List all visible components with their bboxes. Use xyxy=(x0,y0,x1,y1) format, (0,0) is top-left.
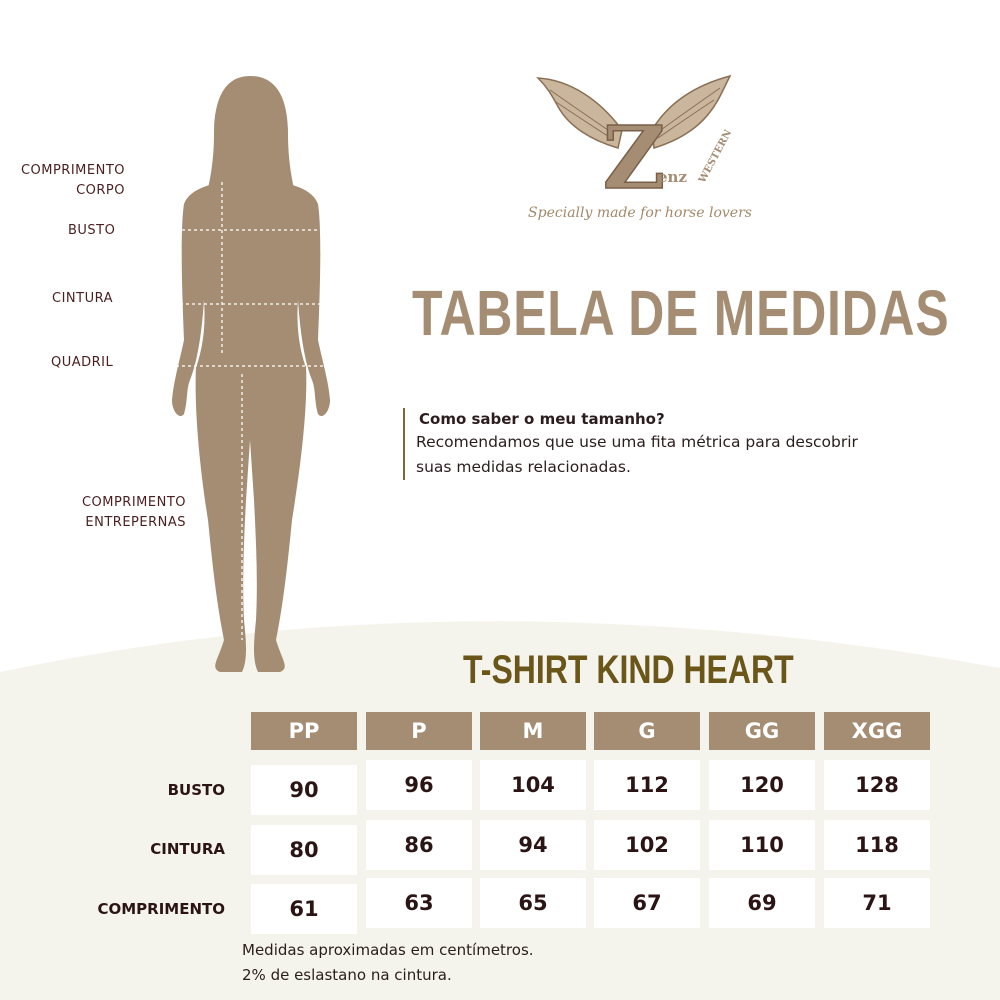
howto-question: Como saber o meu tamanho? xyxy=(419,410,665,428)
label-cintura: CINTURA xyxy=(52,291,113,306)
label-entrepernas-line2: ENTREPERNAS xyxy=(85,515,186,530)
row-label-cintura: CINTURA xyxy=(150,840,225,858)
size-header-g: G xyxy=(594,712,700,750)
table-cell: 86 xyxy=(366,820,472,870)
size-header-gg: GG xyxy=(709,712,815,750)
size-header-pp: PP xyxy=(251,712,357,750)
size-header-xgg: XGG xyxy=(824,712,930,750)
logo-letter: Z xyxy=(602,108,666,209)
label-comprimento-corpo xyxy=(10,161,125,201)
table-cell: 61 xyxy=(251,884,357,934)
table-cell: 128 xyxy=(824,760,930,810)
label-busto: BUSTO xyxy=(68,223,116,238)
label-comprimento-corpo-line1: COMPRIMENTO xyxy=(20,163,125,178)
table-cell: 120 xyxy=(709,760,815,810)
page-title: TABELA DE MEDIDAS xyxy=(412,277,950,349)
table-cell: 69 xyxy=(709,878,815,928)
brand-tagline: Specially made for horse lovers xyxy=(528,205,752,221)
label-comprimento-corpo-line2: CORPO xyxy=(76,183,125,198)
footnote xyxy=(242,938,534,988)
size-header-m: M xyxy=(480,712,586,750)
table-cell: 67 xyxy=(594,878,700,928)
table-cell: 80 xyxy=(251,825,357,875)
table-cell: 94 xyxy=(480,820,586,870)
table-cell: 112 xyxy=(594,760,700,810)
footnote-line2: 2% de eslastano na cintura. xyxy=(242,966,452,984)
logo-suffix: enz xyxy=(658,168,687,186)
row-label-busto: BUSTO xyxy=(167,781,225,799)
howto-box xyxy=(403,408,976,480)
howto-answer-line1: Recomendamos que use uma fita métrica para descobrir xyxy=(416,433,858,451)
howto-answer-line2: suas medidas relacionadas. xyxy=(416,458,631,476)
table-cell: 118 xyxy=(824,820,930,870)
footnote-line1: Medidas aproximadas em centímetros. xyxy=(242,941,534,959)
product-title: T-SHIRT KIND HEART xyxy=(463,648,794,692)
table-cell: 102 xyxy=(594,820,700,870)
table-cell: 65 xyxy=(480,878,586,928)
table-cell: 110 xyxy=(709,820,815,870)
table-cell: 63 xyxy=(366,878,472,928)
table-cell: 71 xyxy=(824,878,930,928)
table-cell: 90 xyxy=(251,765,357,815)
body-silhouette xyxy=(172,76,330,672)
label-entrepernas-line1: COMPRIMENTO xyxy=(81,495,186,510)
logo-brand-word: WESTERN xyxy=(697,128,735,185)
table-cell: 96 xyxy=(366,760,472,810)
label-quadril: QUADRIL xyxy=(51,355,114,370)
label-comprimento-entrepernas xyxy=(60,493,186,533)
table-cell: 104 xyxy=(480,760,586,810)
size-header-p: P xyxy=(366,712,472,750)
row-label-comprimento: COMPRIMENTO xyxy=(97,900,225,918)
